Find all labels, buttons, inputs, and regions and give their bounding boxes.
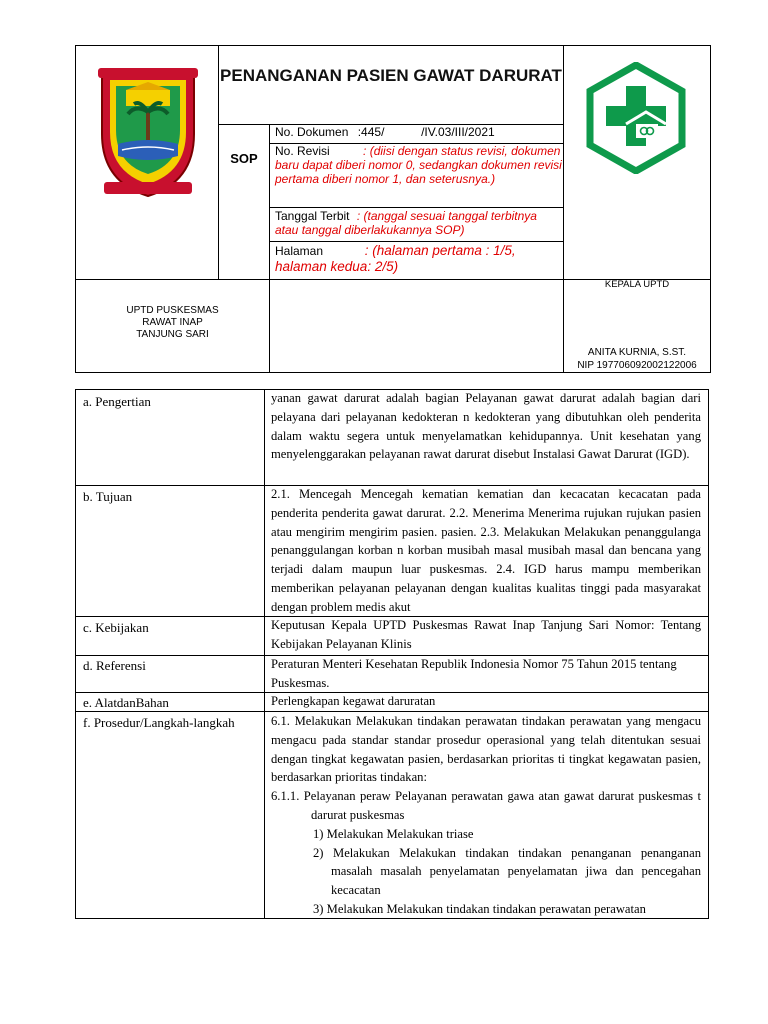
section-label-referensi: d. Referensi (83, 658, 146, 673)
organization-name: UPTD PUSKESMAS RAWAT INAP TANJUNG SARI (126, 305, 219, 340)
revision-value: : (diisi dengan status revisi, dokumen baru dapat diberi nomor 0, sedangkan dokumen revisi pertama diberi nomor 1, dan seterusnya.) (275, 144, 562, 187)
issue-date-row (275, 209, 563, 237)
head-name: ANITA KURNIA, S.ST. (587, 347, 687, 358)
section-text-referensi: Peraturan Menteri Kesehatan Republik Indonesia Nomor 75 Tahun 2015 tentang Puskesmas. (271, 657, 677, 690)
document-number-label: No. Dokumen (275, 125, 349, 139)
procedure-step-list (271, 825, 701, 918)
section-text-alat-bahan: Perlengkapan kegawat daruratan (271, 694, 436, 708)
procedure-step: 2) Melakukan Melakukan tindakan tindakan penanganan penanganan masalah masalah penyelamatan penyelamatan jiwa dan pencegahan kecacatan (313, 845, 701, 898)
section-text-pengertian: yanan gawat darurat adalah bagian Pelayanan gawat darurat adalah bagian dari pelayana dari pelayanan kedokteran n kedokteran yang dibutuhkan oleh penderita dalam waktu segera untuk menyelamatkan kehidupannya. Unit kesehatan yang menyelenggarakan pelayanan rawat darurat disebut Instalasi Gawat Darurat (IGD). (271, 391, 701, 462)
document-number-row (275, 125, 563, 139)
document-number-value: :445/ /IV.03/III/2021 (357, 125, 495, 139)
section-label-tujuan: b. Tujuan (83, 489, 133, 504)
procedure-step: 1) Melakukan Melakukan triase (313, 826, 474, 841)
regency-crest-logo (96, 64, 200, 200)
issue-date-value: : (tanggal sesuai tanggal terbitnya atau tanggal diberlakukannya SOP) (275, 209, 537, 238)
revision-row (275, 144, 563, 187)
section-body-prosedur (271, 712, 701, 918)
section-label-prosedur: f. Prosedur/Langkah-langkah (83, 715, 235, 730)
section-text-kebijakan: Keputusan Kepala UPTD Puskesmas Rawat Inap Tanjung Sari Nomor: Tentang Kebijakan Pelayanan Klinis (271, 618, 701, 651)
section-text-tujuan: 2.1. Mencegah Mencegah kematian kematian dan kecacatan kecacatan pada penderita penderita gawat darurat. 2.2. Menerima Menerima rujukan rujukan pasien atau mengirim mengirim pasien. pasien. 2.3. Melakukan Melakukan penanggulanga penanggulangan korban n korban musibah masal musibah masal dan bencana yang terjadi dalam maupun luar puskesmas. 2.4. IGD harus mampu memberikan memberikan pelayanan pelayanan dengan kualitas kualitas tinggi pada masyarakat dengan problem medis akut (271, 487, 701, 614)
page-value: : (halaman pertama : 1/5, halaman kedua: 2/5) (275, 243, 516, 274)
head-signatory (564, 346, 710, 372)
head-title: KEPALA UPTD (604, 279, 670, 290)
section-text-prosedur: 6.1. Melakukan Melakukan tindakan perawatan tindakan perawatan yang mengacu mengacu pada standar standar prosedur operasional yang telah ditentukan sesuai dengan tingkat kegawatan pasien, berdasarkan prioritas ti tingkat kegawatan pasien, berdasarkan prioritas tindakan: (271, 714, 701, 785)
head-nip: NIP 197706092002122006 (577, 360, 697, 371)
page-label: Halaman (275, 244, 324, 258)
procedure-subheading: 6.1.1. Pelayanan peraw Pelayanan perawatan gawa atan gawat darurat puskesmas t darurat puskesmas (271, 789, 701, 822)
issue-date-label: Tanggal Terbit (275, 209, 350, 223)
sop-title: PENANGANAN PASIEN GAWAT DARURAT (220, 66, 562, 85)
puskesmas-logo (586, 62, 686, 174)
section-label-pengertian: a. Pengertian (83, 394, 151, 409)
revision-label: No. Revisi (275, 144, 330, 158)
page-row (275, 243, 563, 275)
section-label-kebijakan: c. Kebijakan (83, 620, 149, 635)
sop-label: SOP (230, 151, 258, 166)
procedure-step: 3) Melakukan Melakukan tindakan tindakan perawatan perawatan (313, 901, 646, 916)
section-label-alat-bahan: e. AlatdanBahan (83, 695, 169, 710)
